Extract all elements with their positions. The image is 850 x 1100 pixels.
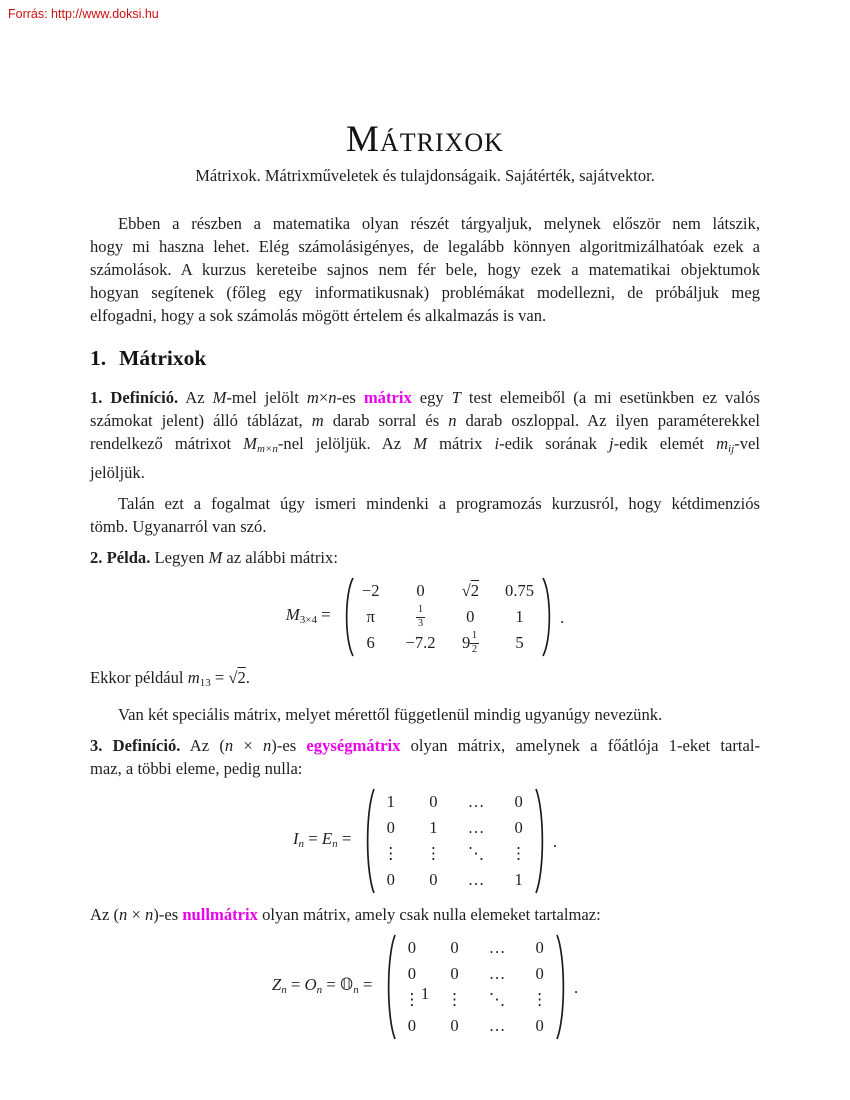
definition-3-paragraph: [90, 734, 760, 780]
page-title: Mátrixok: [346, 119, 504, 160]
text-line: számolások. A kurzus kereteibe sajnos nem fér bele, hogy ezek a matematikai objektumok: [90, 260, 760, 279]
section-title: Mátrixok: [119, 346, 207, 370]
text-line: tömb. Ugyanarról van szó.: [90, 517, 267, 536]
text-line: Ebben a részben a matematika olyan részét tárgyaljuk, melynek először nem látszik,: [118, 214, 760, 233]
page-number: 1: [420, 984, 430, 1003]
right-paren: [541, 576, 554, 658]
left-paren: [342, 576, 355, 658]
text-line: Van két speciális mátrix, melyet mérettől függetlenül mindig ugyanúgy nevezünk.: [118, 705, 663, 724]
text-line: elfogadni, hogy a sok számolás mögött értelem és alkalmazás is van.: [90, 306, 547, 325]
text-line: 2. Példa. Legyen M az alábbi mátrix:: [90, 548, 338, 567]
text-line: 1. Definíció. Az M-mel jelölt m×n-es mátrix egy T test elemeiből (a mi esetünkben ez valós: [90, 388, 761, 407]
text-line: hogy mi haszna lehet. Elég számolásigényes, de legalább könnyen algoritmizálhatóak ezek a: [90, 237, 760, 256]
matrix-equation-m: [90, 576, 760, 658]
equation-period: .: [560, 607, 565, 627]
right-paren: [534, 787, 547, 895]
page-subtitle: Mátrixok. Mátrixműveletek és tulajdonságaik. Sajátérték, sajátvektor.: [195, 166, 655, 185]
text-line: maz, a többi eleme, pedig nulla:: [90, 759, 303, 778]
text-line: számokat jelent) álló táblázat, m darab sorral és n darab oszloppal. Az ilyen paraméterekkel: [90, 411, 760, 430]
equation-lhs: Zn = On = 𝕆n =: [271, 973, 377, 996]
text-line: jelöljük.: [90, 463, 145, 482]
text-line: Ekkor például m13 = √2.: [90, 668, 250, 689]
equation-lhs: M3×4 =: [285, 604, 335, 626]
vanket-paragraph: [90, 703, 760, 726]
text-line: Az (n × n)-es nullmátrix olyan mátrix, amely csak nulla elemeket tartalmaz:: [90, 905, 601, 924]
text-line: Talán ezt a fogalmat úgy ismeri mindenki a programozás kurzusról, hogy kétdimenziós: [118, 494, 760, 513]
equation-period: .: [552, 831, 558, 851]
source-watermark: Forrás: http://www.doksi.hu: [8, 7, 159, 21]
identity-matrix: 1 0 … 0 0 1 … 0 ⋮ ⋮ ⋱ ⋮ 0 0 … 1: [363, 787, 547, 895]
ekkor-paragraph: [90, 666, 760, 695]
intro-paragraph: [90, 212, 760, 327]
text-line: rendelkező mátrixot Mm×n-nel jelöljük. Az M mátrix i-edik sorának j-edik elemét mij-vel: [90, 434, 760, 455]
definition-1-paragraph: [90, 386, 760, 484]
example-2-paragraph: [90, 546, 760, 569]
matrix-m: −2 0 √ 2 0.75 π $\frac{1}{3}$ 0 1 6 −7.2 9 $\frac{1}{2}$ 5: [342, 576, 554, 658]
zero-matrix: 0 0 … 0 0 0 … 0 ⋮ ⋮ ⋱ ⋮ 0 0 … 0: [384, 933, 568, 1041]
section-number: 1.: [90, 346, 107, 370]
equation-period: .: [573, 977, 579, 997]
text-line: 3. Definíció. Az (n × n)-es egységmátrix olyan mátrix, amelynek a főátlója 1-eket tartal-: [90, 736, 760, 755]
matrix-equation-identity: [90, 787, 760, 895]
equation-lhs: In = En =: [292, 828, 356, 850]
left-paren: [363, 787, 376, 895]
nullmatrix-paragraph: [90, 903, 760, 926]
talan-paragraph: [90, 492, 760, 538]
section-heading-1: [90, 343, 760, 373]
text-line: hogyan segítenek (főleg egy informatikusnak) problémákat modellezni, de próbáljuk meg: [90, 283, 760, 302]
document-body: [90, 212, 760, 1041]
